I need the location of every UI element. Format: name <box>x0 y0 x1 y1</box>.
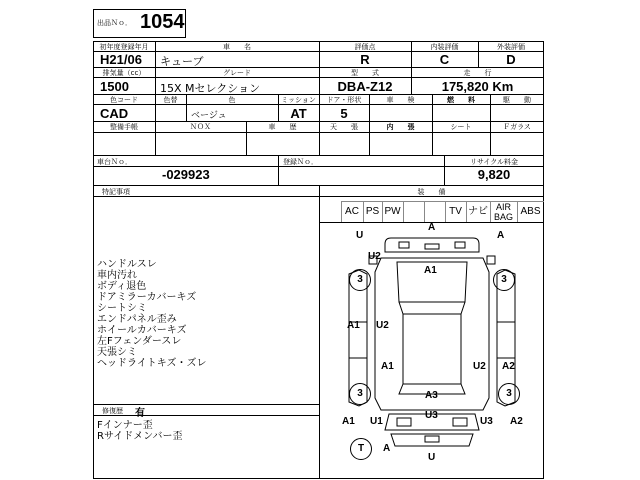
color-code-value: CAD <box>100 106 129 121</box>
note-line: ドアミラーカバーキズ <box>97 292 197 303</box>
first-registration-value: H21/06 <box>100 52 142 67</box>
equip-ps: PS <box>365 206 380 217</box>
color-change-label: 色替 <box>163 96 178 104</box>
grade-label: グレード <box>223 69 251 77</box>
equip-ac: AC <box>345 206 359 217</box>
equip-blank-1 <box>403 201 424 222</box>
damage-u2-right: U2 <box>473 361 486 372</box>
recycle-fee-label: リサイクル料金 <box>469 158 519 166</box>
damage-a3-rear: A3 <box>425 390 438 401</box>
damage-a-bottom: A <box>383 443 391 454</box>
interior-trim-label: 内 張 <box>386 123 415 131</box>
trunk-t-icon: T <box>350 438 372 460</box>
equip-airbag: AIR BAG <box>493 202 513 222</box>
notes-label: 特記事項 <box>102 188 130 196</box>
damage-front-a: A <box>428 222 436 233</box>
note-line: エンドパネル歪み <box>97 314 177 325</box>
chassis-number-value: -029923 <box>162 167 210 182</box>
repair-history-label: 修復歴 <box>102 407 123 415</box>
car-name-label: 車 名 <box>223 43 251 51</box>
equipment-label: 装 備 <box>417 188 446 196</box>
repair-line: Rサイドメンバー歪 <box>97 431 183 442</box>
note-line: 車内汚れ <box>97 270 137 281</box>
doors-label: ドア・形状 <box>326 96 362 104</box>
registration-number-label: 登録Ｎｏ． <box>283 158 318 166</box>
damage-a1-center: A1 <box>381 361 394 372</box>
damage-u3-rear: U3 <box>425 410 438 421</box>
displacement-value: 1500 <box>100 79 129 94</box>
repair-history-value: 有 <box>135 408 145 419</box>
car-name-value: キューブ <box>160 55 204 68</box>
lot-number: 1054 <box>140 11 185 33</box>
damage-u-bottom: U <box>428 452 436 463</box>
color-value: ベージュ <box>191 111 227 121</box>
note-line: ホイールカバーキズ <box>97 325 187 336</box>
equip-navi: ナビ <box>468 206 488 217</box>
wheel-rear-right-icon: 3 <box>498 383 520 405</box>
fuel-label: 燃 料 <box>447 96 475 104</box>
equip-pw: PW <box>384 206 401 217</box>
note-line: ボディ退色 <box>97 281 147 292</box>
score-label: 評価点 <box>354 43 376 51</box>
displacement-label: 排気量（cc） <box>102 69 146 77</box>
damage-u2-left: U2 <box>376 320 389 331</box>
note-line: ハンドルスレ <box>97 259 157 270</box>
damage-a1-rear-left: A1 <box>342 416 355 427</box>
front-glass-label: Ｆガラス <box>503 123 531 131</box>
interior-score-label: 内装評価 <box>430 43 459 51</box>
ceiling-label: 天 張 <box>330 123 358 131</box>
damage-a1-roof: A1 <box>424 265 437 276</box>
note-line: ヘッドライトキズ・ズレ <box>97 358 207 369</box>
first-registration-label: 初年度登録年月 <box>99 43 149 51</box>
color-label: 色 <box>228 96 236 104</box>
wheel-front-left-icon: 3 <box>349 269 371 291</box>
damage-front-left-u: U <box>356 230 364 241</box>
wheel-front-right-icon: 3 <box>493 269 515 291</box>
maintenance-book-label: 整備手帳 <box>110 123 138 131</box>
model-value: DBA-Z12 <box>337 79 393 94</box>
exterior-score-label: 外装評価 <box>497 43 525 51</box>
equip-blank-2 <box>424 201 445 222</box>
damage-front-right-a: A <box>497 230 505 241</box>
score-value: R <box>360 52 370 67</box>
repair-line: Fインナー歪 <box>97 420 153 431</box>
chassis-number-label: 車台Ｎｏ． <box>97 158 132 166</box>
seat-label: シート <box>450 123 472 131</box>
wheel-rear-left-icon: 3 <box>349 383 371 405</box>
damage-u1-rear-left: U1 <box>370 416 383 427</box>
model-label: 型 式 <box>351 69 379 77</box>
nox-label: ＮＯＸ <box>190 123 211 131</box>
damage-a1-left: A1 <box>347 320 360 331</box>
lot-label: 出品Ｎｏ． <box>97 19 132 27</box>
mileage-value: 175,820 Km <box>441 79 514 94</box>
equip-tv: TV <box>449 206 462 217</box>
doors-value: 5 <box>340 106 348 121</box>
color-code-label: 色コード <box>110 96 138 104</box>
note-line: 左Fフェンダースレ <box>97 336 182 347</box>
note-line: シートシミ <box>97 303 147 314</box>
equip-abs: ABS <box>520 206 541 217</box>
interior-score-value: C <box>439 52 450 67</box>
mileage-label: 走 行 <box>463 69 492 77</box>
grade-value: 15X Mセレクション <box>160 82 261 95</box>
inspection-label: 車 検 <box>386 96 415 104</box>
transmission-value: AT <box>290 106 307 121</box>
note-line: 天張シミ <box>97 347 137 358</box>
drive-label: 駆 動 <box>503 96 531 104</box>
damage-a2-right: A2 <box>502 361 515 372</box>
vehicle-history-label: 車 歴 <box>268 123 297 131</box>
transmission-label: ミッション <box>281 96 316 104</box>
damage-u2-top: U2 <box>368 251 381 262</box>
damage-u3-rear-right: U3 <box>480 416 493 427</box>
damage-a2-rear-right: A2 <box>510 416 523 427</box>
exterior-score-value: D <box>506 52 516 67</box>
recycle-fee-value: 9,820 <box>477 167 511 182</box>
